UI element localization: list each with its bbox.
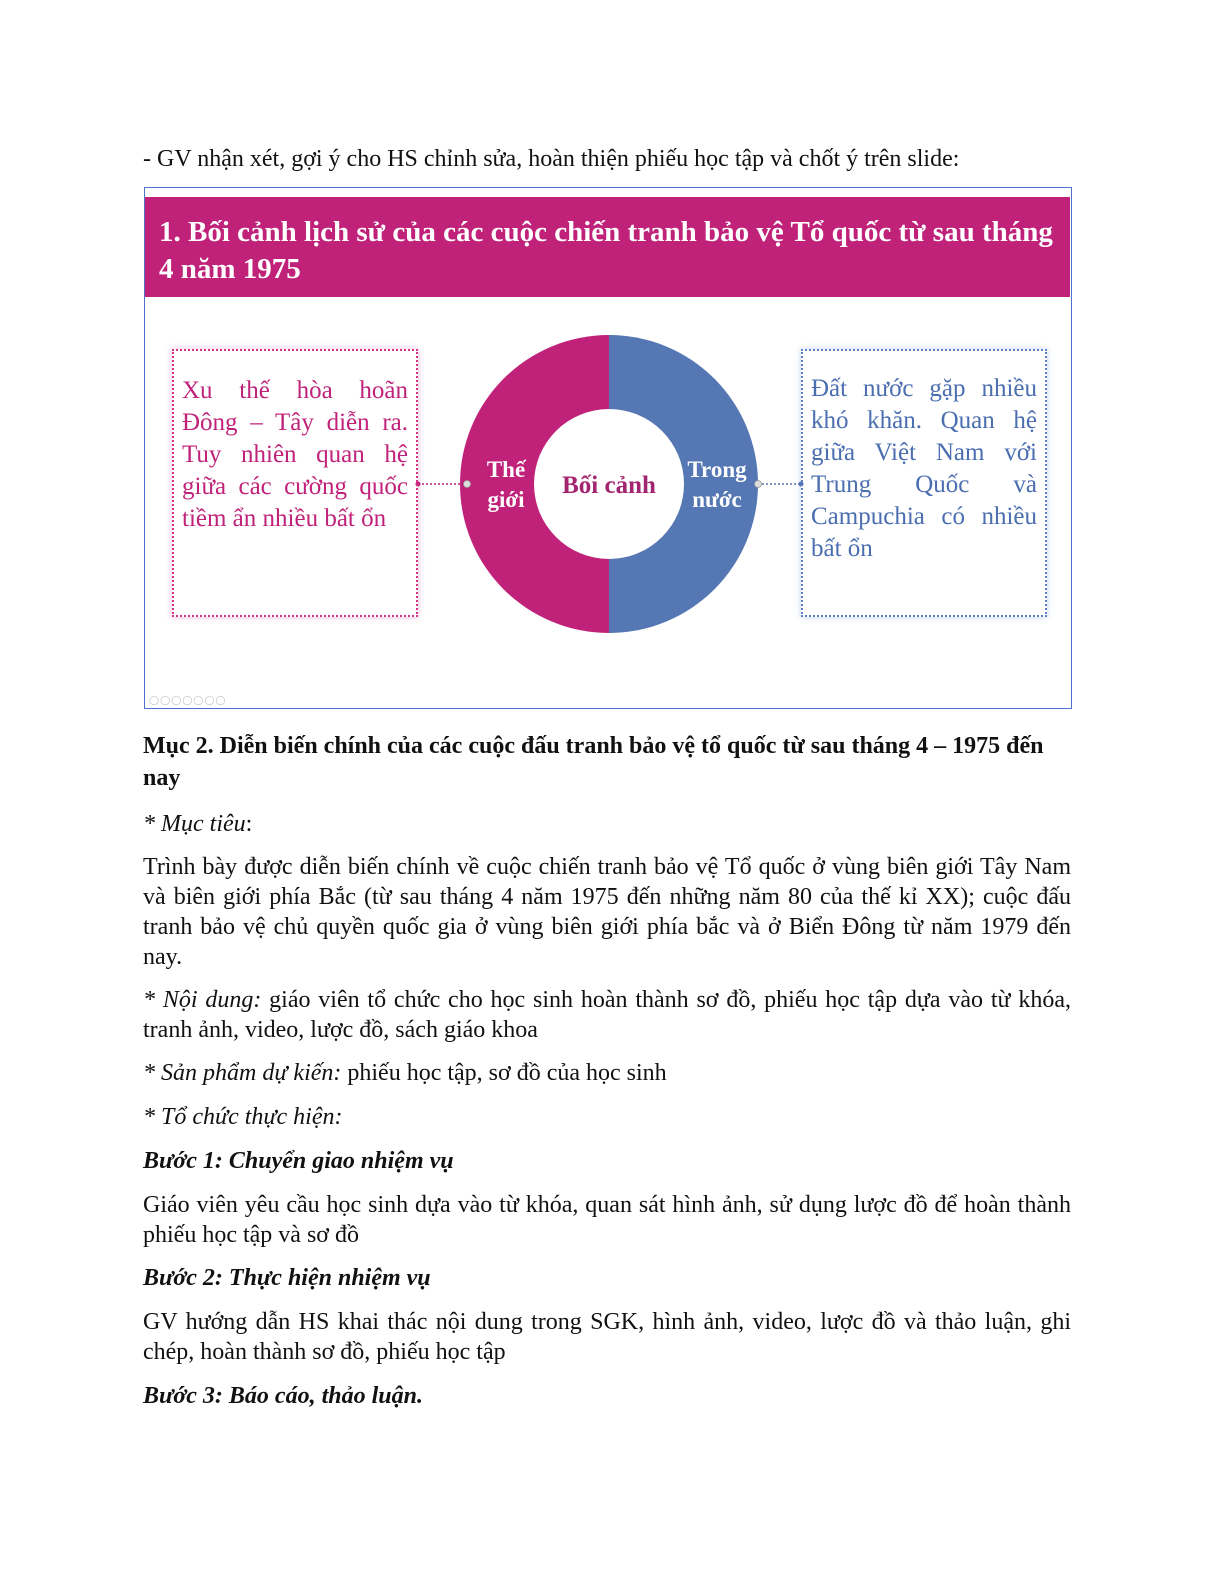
- section-title: Mục 2. Diễn biến chính của các cuộc đấu tranh bảo vệ tổ quốc từ sau tháng 4 – 1975 đến nay: [143, 733, 1044, 791]
- slide-toolbar-icons: ◯◯◯◯◯◯◯: [149, 696, 227, 706]
- organization-label: * Tổ chức thực hiện:: [143, 1104, 343, 1130]
- product-paragraph: [143, 1058, 1071, 1088]
- product-label: * Sản phẩm dự kiến:: [143, 1060, 342, 1086]
- content-text: giáo viên tổ chức cho học sinh hoàn thành sơ đồ, phiếu học tập dựa vào từ khóa, tranh ảnh, video, lược đồ, sách giáo khoa: [143, 987, 1072, 1043]
- slide-title: 1. Bối cảnh lịch sử của các cuộc chiến tranh bảo vệ Tổ quốc từ sau tháng 4 năm 1975: [159, 216, 1053, 285]
- left-segment-label-2: giới: [487, 487, 525, 512]
- right-segment-label-2: nước: [692, 487, 742, 512]
- objective-heading: [143, 809, 1071, 839]
- left-segment-label-1: Thế: [486, 457, 526, 482]
- step2-title: Bước 2: Thực hiện nhiệm vụ: [143, 1265, 431, 1291]
- content-paragraph: [143, 985, 1071, 1045]
- content-label: * Nội dung:: [143, 987, 262, 1013]
- objective-text: Trình bày được diễn biến chính về cuộc chiến tranh bảo vệ Tổ quốc ở vùng biên giới Tây Nam và biên giới phía Bắc (từ sau tháng 4 năm 1975 đến những năm 80 của thế kỉ XX); cuộc đấu tranh bảo vệ chủ quyền quốc gia ở vùng biên giới phía bắc và ở Biển Đông từ năm 1979 đến nay.: [143, 854, 1071, 970]
- slide-frame: [144, 187, 1072, 709]
- objective-colon: :: [245, 811, 253, 837]
- intro-line: - GV nhận xét, gợi ý cho HS chỉnh sửa, hoàn thiện phiếu học tập và chốt ý trên slide:: [143, 146, 960, 172]
- connector-left-dot: [464, 481, 471, 488]
- center-label: Bối cảnh: [562, 472, 656, 499]
- step1-title: Bước 1: Chuyển giao nhiệm vụ: [143, 1148, 454, 1174]
- world-context-box: Xu thế hòa hoãn Đông – Tây diễn ra. Tuy nhiên quan hệ giữa các cường quốc tiềm ẩn nhiều bất ổn: [172, 349, 418, 617]
- right-segment-label-1: Trong: [687, 457, 747, 482]
- step2-text: GV hướng dẫn HS khai thác nội dung trong SGK, hình ảnh, video, lược đồ và thảo luận, ghi chép, hoàn thành sơ đồ, phiếu học tập: [143, 1309, 1071, 1365]
- connector-right-dot: [755, 481, 762, 488]
- objective-label: * Mục tiêu: [143, 811, 246, 837]
- product-text: phiếu học tập, sơ đồ của học sinh: [341, 1060, 667, 1086]
- domestic-context-box: Đất nước gặp nhiều khó khăn. Quan hệ giữa Việt Nam với Trung Quốc và Campuchia có nhiều bất ổn: [801, 349, 1047, 617]
- step1-text: Giáo viên yêu cầu học sinh dựa vào từ khóa, quan sát hình ảnh, sử dụng lược đồ để hoàn thành phiếu học tập và sơ đồ: [143, 1192, 1071, 1248]
- step3-title: Bước 3: Báo cáo, thảo luận.: [143, 1383, 423, 1409]
